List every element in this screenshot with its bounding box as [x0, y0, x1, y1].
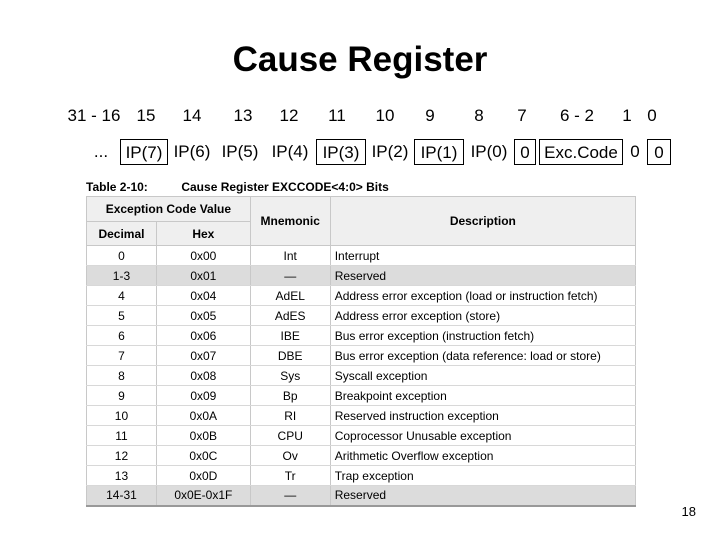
cell-hex: 0x09 — [156, 386, 250, 406]
cell-hex: 0x0D — [156, 466, 250, 486]
cell-mnemonic: — — [250, 266, 330, 286]
bit-label: 12 — [279, 106, 299, 125]
register-field: IP(5) — [221, 142, 259, 161]
table-row — [87, 246, 636, 266]
cell-decimal: 4 — [87, 286, 157, 306]
cell-mnemonic: Ov — [250, 446, 330, 466]
table-row — [87, 266, 636, 286]
cell-mnemonic: DBE — [250, 346, 330, 366]
bit-label: 15 — [136, 106, 156, 125]
cell-mnemonic: Bp — [250, 386, 330, 406]
cell-description: Interrupt — [330, 246, 635, 266]
cell-decimal: 13 — [87, 466, 157, 486]
cell-hex: 0x05 — [156, 306, 250, 326]
register-field: 0 — [647, 139, 671, 165]
bit-label: 31 - 16 — [67, 106, 121, 125]
cell-hex: 0x01 — [156, 266, 250, 286]
bit-label: 7 — [517, 106, 527, 125]
bit-label: 0 — [647, 106, 657, 125]
table-row — [87, 306, 636, 326]
table-row — [87, 386, 636, 406]
table-row — [87, 466, 636, 486]
register-field: Exc.Code — [539, 139, 623, 165]
table-caption-title: Cause Register EXCCODE<4:0> Bits — [181, 180, 389, 194]
cell-mnemonic: Tr — [250, 466, 330, 486]
cell-decimal: 0 — [87, 246, 157, 266]
cell-description: Breakpoint exception — [330, 386, 635, 406]
cell-description: Reserved — [330, 486, 635, 506]
bit-label: 1 — [622, 106, 632, 125]
table-caption — [86, 180, 389, 194]
bit-label: 14 — [182, 106, 202, 125]
slide-title: Cause Register — [232, 40, 488, 79]
cell-decimal: 5 — [87, 306, 157, 326]
table-row — [87, 486, 636, 506]
cell-description: Bus error exception (data reference: load or store) — [330, 346, 635, 366]
table-caption-label: Table 2-10: — [86, 180, 148, 194]
table-row — [87, 326, 636, 346]
cell-hex: 0x0E-0x1F — [156, 486, 250, 506]
cell-decimal: 14-31 — [87, 486, 157, 506]
table-row — [87, 446, 636, 466]
cell-mnemonic: AdEL — [250, 286, 330, 306]
header-description: Description — [330, 197, 635, 246]
bit-label: 13 — [233, 106, 253, 125]
table-row — [87, 286, 636, 306]
cell-mnemonic: IBE — [250, 326, 330, 346]
header-mnemonic: Mnemonic — [250, 197, 330, 246]
register-field: IP(2) — [371, 142, 409, 161]
header-hex: Hex — [156, 222, 250, 246]
cell-mnemonic: CPU — [250, 426, 330, 446]
bit-label: 11 — [328, 106, 346, 125]
bit-label: 9 — [425, 106, 435, 125]
header-decimal: Decimal — [87, 222, 157, 246]
cell-description: Coprocessor Unusable exception — [330, 426, 635, 446]
exception-code-table — [86, 196, 636, 507]
header-exception-code-value: Exception Code Value — [87, 197, 251, 222]
cell-hex: 0x04 — [156, 286, 250, 306]
cell-mnemonic: AdES — [250, 306, 330, 326]
cell-hex: 0x07 — [156, 346, 250, 366]
cell-description: Address error exception (load or instruction fetch) — [330, 286, 635, 306]
table-row — [87, 346, 636, 366]
cell-description: Reserved — [330, 266, 635, 286]
cell-description: Syscall exception — [330, 366, 635, 386]
cell-decimal: 1-3 — [87, 266, 157, 286]
cell-hex: 0x0A — [156, 406, 250, 426]
register-field: IP(3) — [316, 139, 366, 165]
table-row — [87, 406, 636, 426]
page-number: 18 — [681, 504, 696, 519]
cell-mnemonic: Int — [250, 246, 330, 266]
cell-hex: 0x0C — [156, 446, 250, 466]
cell-decimal: 7 — [87, 346, 157, 366]
bit-label: 8 — [474, 106, 484, 125]
cell-description: Arithmetic Overflow exception — [330, 446, 635, 466]
bit-number-row — [0, 106, 720, 128]
register-field: IP(6) — [173, 142, 211, 161]
cell-hex: 0x06 — [156, 326, 250, 346]
cell-description: Reserved instruction exception — [330, 406, 635, 426]
cell-hex: 0x0B — [156, 426, 250, 446]
cell-mnemonic: — — [250, 486, 330, 506]
cell-hex: 0x08 — [156, 366, 250, 386]
register-field: IP(0) — [470, 142, 508, 161]
table-row — [87, 366, 636, 386]
cell-decimal: 12 — [87, 446, 157, 466]
cell-description: Bus error exception (instruction fetch) — [330, 326, 635, 346]
register-field: 0 — [630, 142, 640, 161]
cell-decimal: 10 — [87, 406, 157, 426]
table-row — [87, 426, 636, 446]
cell-description: Trap exception — [330, 466, 635, 486]
cell-hex: 0x00 — [156, 246, 250, 266]
register-field: IP(1) — [414, 139, 464, 165]
register-field: ... — [93, 142, 109, 161]
cell-description: Address error exception (store) — [330, 306, 635, 326]
register-field: IP(4) — [271, 142, 309, 161]
register-field: 0 — [514, 139, 536, 165]
register-field: IP(7) — [120, 139, 168, 165]
bit-label: 6 - 2 — [559, 106, 595, 125]
cell-decimal: 8 — [87, 366, 157, 386]
bit-label: 10 — [375, 106, 395, 125]
cell-decimal: 9 — [87, 386, 157, 406]
cell-mnemonic: Sys — [250, 366, 330, 386]
cell-decimal: 6 — [87, 326, 157, 346]
cell-decimal: 11 — [87, 426, 157, 446]
cell-mnemonic: RI — [250, 406, 330, 426]
